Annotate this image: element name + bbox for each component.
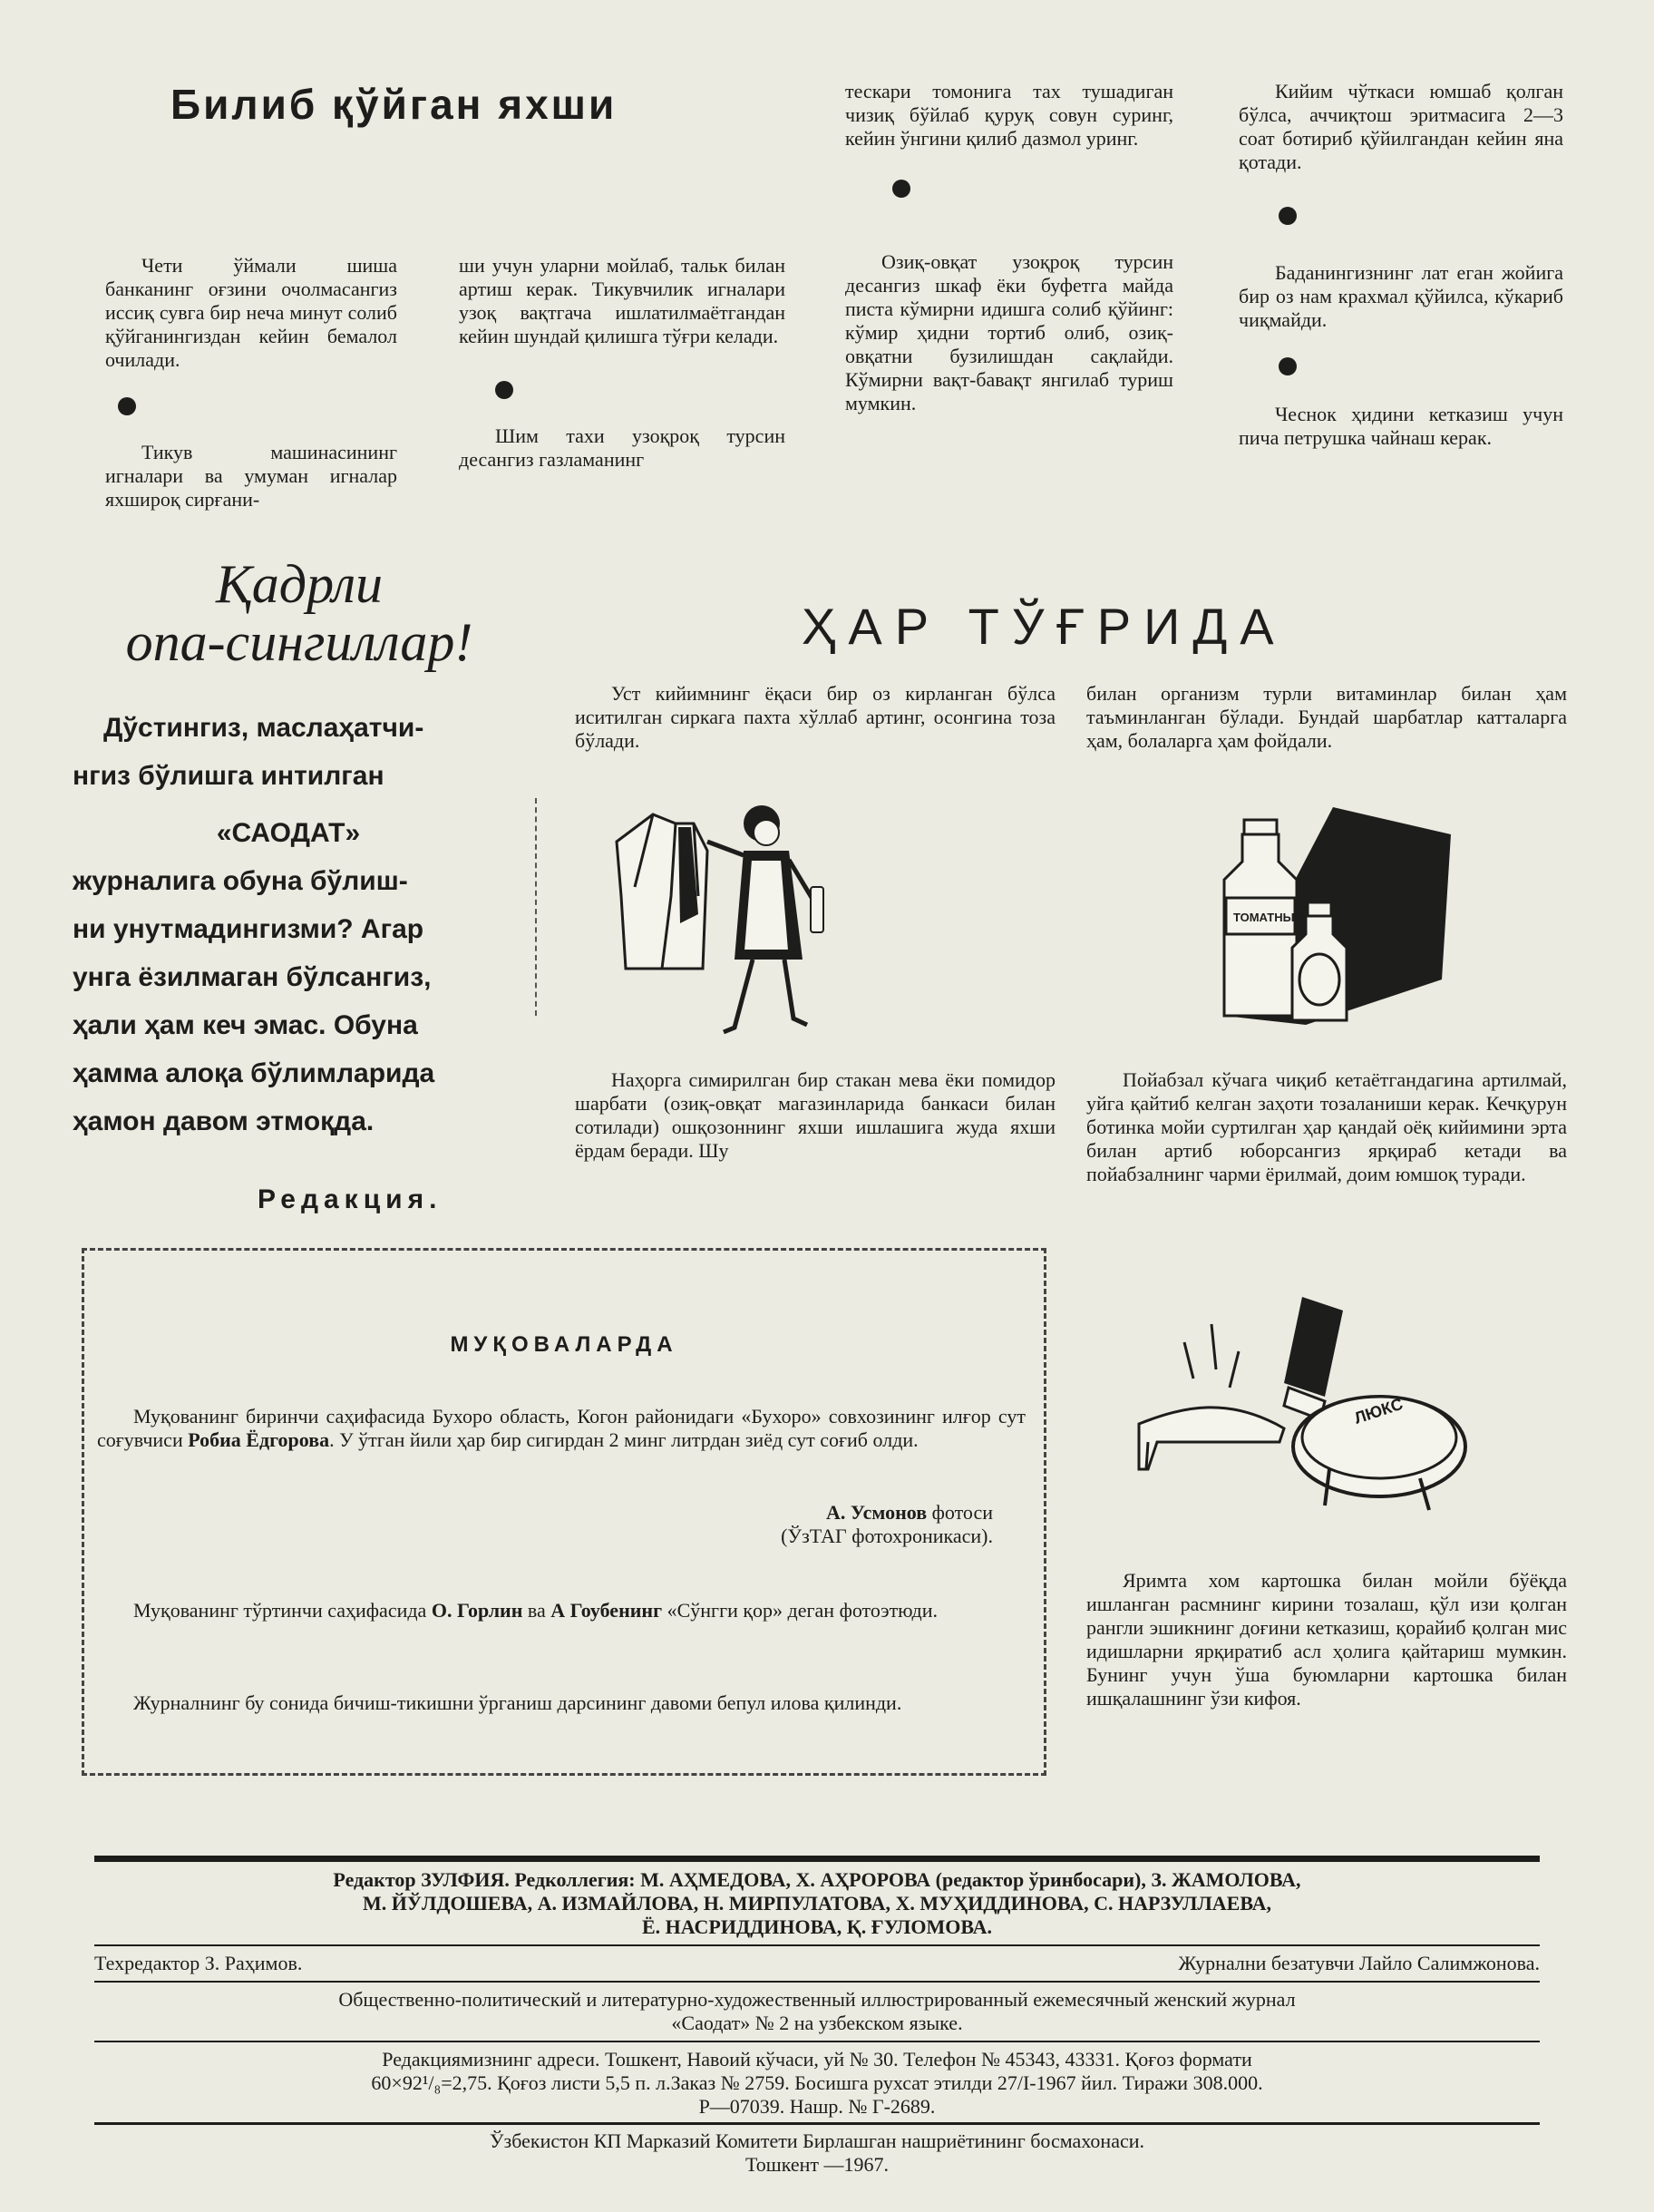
covers-text: Муқованинг биринчи саҳифасида Бухоро область, Когон районидаги «Бухоро» совхозининг илғор сут соғувчиси — [97, 1405, 1026, 1451]
covers-text: «Сўнгги қор» деган фотоэтюди. — [662, 1599, 938, 1622]
covers-text: . У ўтган йили ҳар бир сигирдан 2 минг литрдан зиёд сут соғиб олди. — [329, 1428, 919, 1451]
tip-paragraph: Баданингизнинг лат еган жойига бир оз нам крахмал қўйилса, кўкариб чиқмайди. — [1239, 261, 1563, 331]
bullet-dot-icon — [1279, 357, 1297, 375]
printer-line: Тошкент —1967. — [744, 2153, 890, 2176]
covers-paragraph — [97, 1599, 1026, 1622]
appeal-line: унга ёзилмаган бўлсангиз, — [73, 962, 432, 992]
divider-rule — [94, 2041, 1540, 2042]
tip-paragraph: Кийим чўткаси юмшаб қолган бўлса, аччиқтош эритмасига 2—3 соат ботириб қўйилгандан кейин яна қотади. — [1239, 80, 1563, 173]
journal-name: «САОДАТ» — [216, 818, 361, 848]
tip-paragraph: Уст кийимнинг ёқаси бир оз кирланган бўлса иситилган сиркага пахта хўллаб артинг, осонгина тоза бўлади. — [575, 682, 1056, 752]
appeal-heading-line: опа-сингиллар! — [125, 612, 473, 672]
tip-paragraph: Чети ўймали шиша банканинг оғзини очолмасангиз иссиқ сувга бир неча минут солиб қўйганингиздан кейин бемалол очилади. — [105, 254, 397, 371]
tip-paragraph: ши учун уларни мойлаб, тальк билан артиш керак. Тикувчилик игналари узоқ вақтгача ишлатилмаётгандан кейин шундай қилишга тўғри келади. — [459, 254, 785, 347]
bullet-dot-icon — [118, 397, 136, 415]
har-column-right — [1086, 1569, 1567, 1710]
appeal-line: журналига обуна бўлиш- — [73, 866, 408, 896]
bullet-dot-icon — [495, 381, 513, 399]
editors-line: Ё. НАСРИДДИНОВА, Қ. ҒУЛОМОВА. — [641, 1915, 993, 1938]
signature: Редакция. — [258, 1184, 443, 1214]
description-line: «Саодат» № 2 на узбекском языке. — [671, 2012, 963, 2034]
address-line: Редакциямизнинг адреси. Тошкент, Навоий кўчаси, уй № 30. Телефон № 45343, 43331. Қоғоз формати — [382, 2048, 1252, 2071]
section-title: Билиб қўйган яхши — [170, 81, 618, 128]
covers-text: Муқованинг тўртинчи саҳифасида — [133, 1599, 432, 1622]
photo-word: фотоси — [927, 1501, 993, 1524]
printer-line: Ўзбекистон КП Марказий Комитети Бирлашган нашриётининг босмахонаси. — [489, 2129, 1144, 2152]
photographer-name: О. Горлин — [431, 1599, 523, 1622]
covers-box — [82, 1248, 1046, 1776]
tips-column-4 — [1239, 80, 1563, 450]
tip-paragraph: Наҳорга симирилган бир стакан мева ёки помидор шарбати (озиқ-овқат магазинларида банкаси билан сотилади) ошқозоннинг яхши ишлашига жуда яхши ёрдам беради. Шу — [575, 1068, 1056, 1162]
appeal-heading-line: Қадрли — [215, 554, 384, 614]
tip-paragraph: тескари томонига тах тушадиган чизиқ бўйлаб қуруқ совун суринг, кейин ўнгини қилиб дазмол уринг. — [845, 80, 1173, 150]
bottle-label: ТОМАТНЫЙ — [1233, 911, 1303, 924]
editorial-address — [94, 2048, 1540, 2119]
photographer-name: А. Усмонов — [825, 1501, 928, 1524]
section-title: ҲАР ТЎҒРИДА — [802, 598, 1287, 655]
photo-credit — [781, 1501, 993, 1548]
tips-column-1 — [105, 254, 397, 512]
milkmaid-name: Робиа Ёдгорова — [188, 1428, 330, 1451]
woman-cleaning-collar-illustration — [608, 787, 843, 1050]
designer: Журнални безатувчи Лайло Салимжонова. — [1178, 1952, 1540, 1974]
appeal-line: ҳамон давом этмоқда. — [73, 1106, 375, 1136]
appeal-line: ҳамма алоқа бўлимларида — [73, 1058, 435, 1088]
covers-paragraph — [97, 1405, 1026, 1452]
tip-paragraph: Яримта хом картошка билан мойли бўёқда ишланган расмнинг кирини тозалаш, қўл изи қолган рангли эшикнинг доғини кетказиш, қорайиб қолган мис идишларни ярқиратиб асл ҳолига қайтариш мумкин. Бунинг учун ўша буюмларни картошка билан ишқалашнинг ўзи кифоя. — [1086, 1569, 1567, 1710]
tech-editor: Техредактор З. Раҳимов. — [94, 1952, 303, 1974]
polish-label: ЛЮКС — [1352, 1394, 1406, 1428]
divider-rule — [94, 1981, 1540, 1983]
editors-line: М. ЙЎЛДОШЕВА, А. ИЗМАЙЛОВА, Н. МИРПУЛАТОВА, Х. МУҲИДДИНОВА, С. НАРЗУЛЛАЕВА, — [362, 1892, 1272, 1915]
tip-paragraph: Чеснок ҳидини кетказиш учун пича петрушка чайнаш керак. — [1239, 403, 1563, 449]
journal-description — [94, 1988, 1540, 2035]
har-column-right — [1086, 1068, 1567, 1186]
appeal-line: ни унутмадингизми? Агар — [73, 914, 424, 944]
printer-info — [94, 2129, 1540, 2177]
decorative-divider — [535, 798, 537, 1016]
appeal-line: нгиз бўлишга интилган — [73, 761, 384, 791]
photographer-name: А Гоубенинг — [550, 1599, 663, 1622]
covers-text: Журналнинг бу сонида бичиш-тикишни ўрганиш дарсининг давоми бепул илова қилинди. — [133, 1691, 902, 1714]
address-line: 60×92¹/₈=2,75. Қоғоз листи 5,5 п. л.Заказ № 2759. Босишга рухсат этилди 27/I-1967 йил. Тиражи 308.000. — [371, 2071, 1263, 2094]
bullet-dot-icon — [892, 180, 910, 198]
juice-bottles-illustration — [1170, 798, 1460, 1034]
tip-paragraph: билан организм турли витаминлар билан ҳам таъминланган бўлади. Бундай шарбатлар катталарга ҳам, болаларга ҳам фойдали. — [1086, 682, 1567, 752]
bullet-dot-icon — [1279, 207, 1297, 225]
description-line: Общественно-политический и литературно-художественный иллюстрированный ежемесячный женский журнал — [338, 1988, 1296, 2011]
covers-paragraph — [97, 1691, 1026, 1715]
tip-paragraph: Озиқ-овқат узоқроқ турсин десангиз шкаф ёки буфетга майда писта кўмирни идишга солиб қўйинг: кўмир ҳидни тортиб олиб, озиқ-овқатни бузилишдан сақлайди. Кўмирни вақт-бавақт янгилаб туриш мумкин. — [845, 250, 1173, 414]
tip-paragraph: Пойабзал кўчага чиқиб кетаётгандагина артилмай, уйга қайтиб келган заҳоти тозаланиши керак. Кечқурун ботинка мойи суртилган ҳар қандай оёқ кийимини эрта билан артиб юборсангиз ярқираб кетади ва пойабзалнинг чарми ёрилмай, доим юмшоқ туради. — [1086, 1068, 1567, 1185]
divider-rule — [94, 1856, 1540, 1862]
tips-column-3 — [845, 80, 1173, 415]
tip-paragraph: Шим тахи узоқроқ турсин десангиз газламанинг — [459, 424, 785, 471]
tips-column-2 — [459, 254, 785, 472]
editorial-board — [94, 1868, 1540, 1939]
photo-source: (ЎзТАГ фотохроникаси). — [781, 1525, 993, 1547]
har-column-left — [575, 1068, 1056, 1163]
appeal-line: Дўстингиз, маслаҳатчи- — [103, 713, 424, 743]
har-column-right — [1086, 682, 1567, 753]
appeal-text — [73, 704, 504, 1145]
tip-paragraph: Тикув машинасининг игналари ва умуман игналар яхшироқ сирғани- — [105, 441, 397, 511]
address-line: Р—07039. Нашр. № Г-2689. — [698, 2095, 936, 2118]
covers-title: МУҚОВАЛАРДА — [450, 1332, 678, 1357]
covers-text: ва — [522, 1599, 551, 1622]
shoe-polish-illustration — [1130, 1288, 1474, 1524]
appeal-line: ҳали ҳам кеч эмас. Обуна — [73, 1010, 418, 1040]
har-column-left — [575, 682, 1056, 753]
appeal-heading — [73, 555, 526, 671]
editors-line: Редактор ЗУЛФИЯ. Редколлегия: М. АҲМЕДОВА, Х. АҲРОРОВА (редактор ўринбосари), З. ЖАМОЛОВА, — [333, 1868, 1301, 1891]
divider-rule — [94, 1944, 1540, 1946]
divider-rule — [94, 2122, 1540, 2125]
